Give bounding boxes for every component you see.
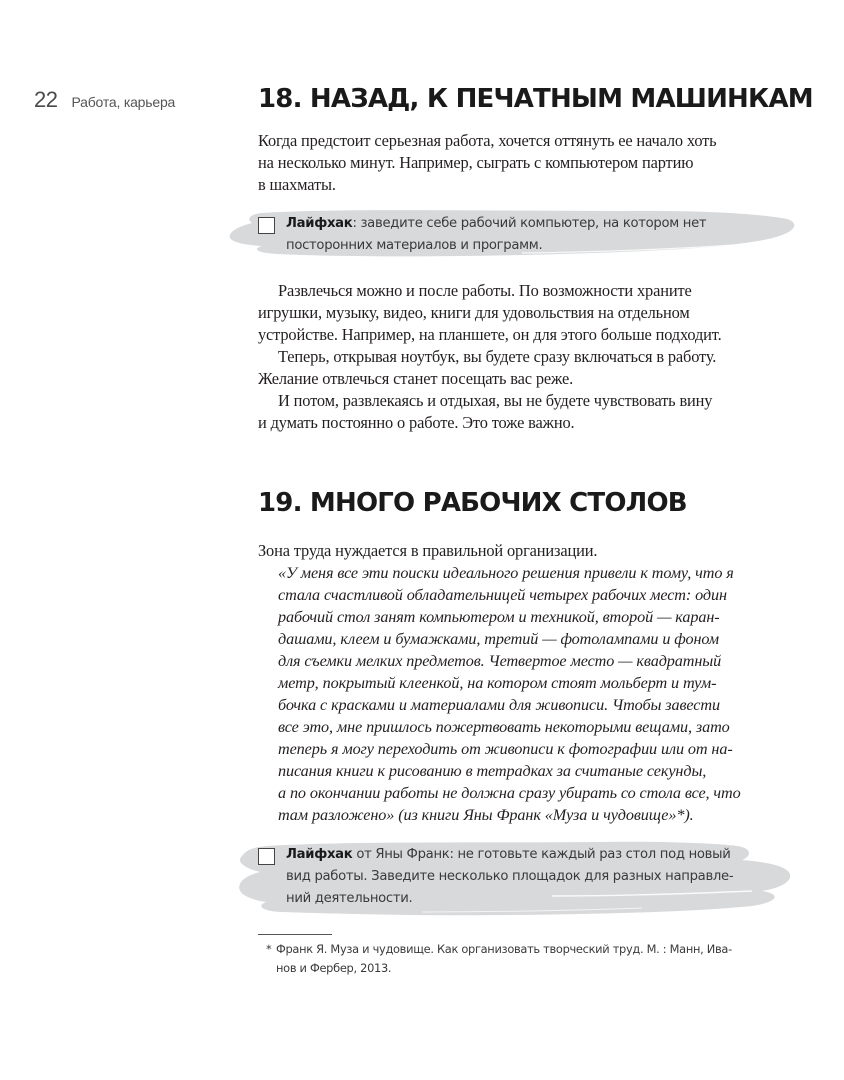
lifehack-callout-2: [222, 836, 822, 920]
text-line: устройстве. Например, на планшете, он для этого больше подходит.: [258, 325, 722, 344]
text-line: на несколько минут. Например, сыграть с компьютером партию: [258, 153, 694, 172]
lifehack-text: [286, 213, 806, 257]
section-19: [258, 488, 798, 518]
quote-line: дашами, клеем и бумажками, третий — фотолампами и фоном: [278, 630, 719, 648]
section-19-body: [258, 540, 798, 826]
section-19-intro: [258, 540, 798, 562]
quote-line: стала счастливой обладательницей четырех рабочих мест: один: [278, 586, 727, 604]
paragraph: [258, 346, 798, 390]
quote-line: писания книги к рисованию в тетрадках за считаные секунды,: [278, 762, 707, 780]
quote-line: рабочий стол занят компьютером и техникой, второй — каран-: [278, 608, 720, 626]
text-line: Развлечься можно и после работы. По возможности храните: [278, 281, 692, 300]
quote-line: все это, мне пришлось пожертвовать некоторыми вещами, зато: [278, 718, 730, 736]
paragraph: [258, 280, 798, 346]
quote-block: [278, 562, 798, 826]
quote-line: метр, покрытый клеенкой, на котором стоят мольберт и тум-: [278, 674, 717, 692]
quote-line: а по окончании работы не должна сразу убирать со стола все, что: [278, 784, 741, 802]
quote-line: для съемки мелких предметов. Четвертое место — квадратный: [278, 652, 722, 670]
text-line: Зона труда нуждается в правильной организации.: [258, 541, 598, 560]
quote-line: теперь я могу переходить от живописи к фотографии или от на-: [278, 740, 733, 758]
text-line: в шахматы.: [258, 175, 336, 194]
quote-line: там разложено» (из книги Яны Франк «Муза и чудовище»*).: [278, 806, 694, 824]
text-line: от Яны Франк: не готовьте каждый раз стол под новый: [352, 847, 731, 862]
footnote-mark: *: [266, 942, 272, 956]
text-line: И потом, развлекаясь и отдыхая, вы не будете чувствовать вину: [278, 391, 713, 410]
text-line: Теперь, открывая ноутбук, вы будете сразу включаться в работу.: [278, 347, 717, 366]
footnote-line: нов и Фербер, 2013.: [276, 961, 392, 975]
section-18-intro: [258, 130, 798, 196]
footnote-rule: [258, 934, 332, 935]
running-head-section: Работа, карьера: [71, 94, 176, 110]
lifehack-callout-1: [222, 205, 822, 265]
footnote: [266, 940, 796, 978]
quote-line: бочка с красками и материалами для живописи. Чтобы завести: [278, 696, 720, 714]
lifehack-text: [286, 844, 806, 910]
text-line: вид работы. Заведите несколько площадок для разных направле-: [286, 869, 734, 884]
text-line: Когда предстоит серьезная работа, хочется оттянуть ее начало хоть: [258, 131, 717, 150]
running-head: [34, 87, 175, 113]
text-line: игрушки, музыку, видео, книги для удовольствия на отдельном: [258, 303, 690, 322]
section-18-intro-paragraph: [258, 130, 798, 196]
text-line: Желание отвлечься станет посещать вас реже.: [258, 369, 574, 388]
page-number: 22: [34, 87, 58, 112]
paragraph: [258, 390, 798, 434]
lifehack-checkbox[interactable]: [258, 848, 275, 865]
section-19-title: 19. МНОГО РАБОЧИХ СТОЛОВ: [258, 488, 687, 518]
section-18-title: 18. НАЗАД, К ПЕЧАТНЫМ МАШИНКАМ: [258, 84, 813, 114]
text-line: ний деятельности.: [286, 891, 413, 906]
text-line: : заведите себе рабочий компьютер, на котором нет: [352, 216, 707, 231]
section-18: [258, 84, 813, 114]
text-line: посторонних материалов и программ.: [286, 238, 543, 253]
footnote-line: Франк Я. Муза и чудовище. Как организовать творческий труд. М. : Манн, Ива-: [276, 942, 732, 956]
quote-line: «У меня все эти поиски идеального решения привели к тому, что я: [278, 564, 734, 582]
lifehack-label: Лайфхак: [286, 216, 353, 231]
text-line: и думать постоянно о работе. Это тоже важно.: [258, 413, 575, 432]
lifehack-label: Лайфхак: [286, 847, 353, 862]
lifehack-checkbox[interactable]: [258, 217, 275, 234]
section-18-body: [258, 280, 798, 434]
